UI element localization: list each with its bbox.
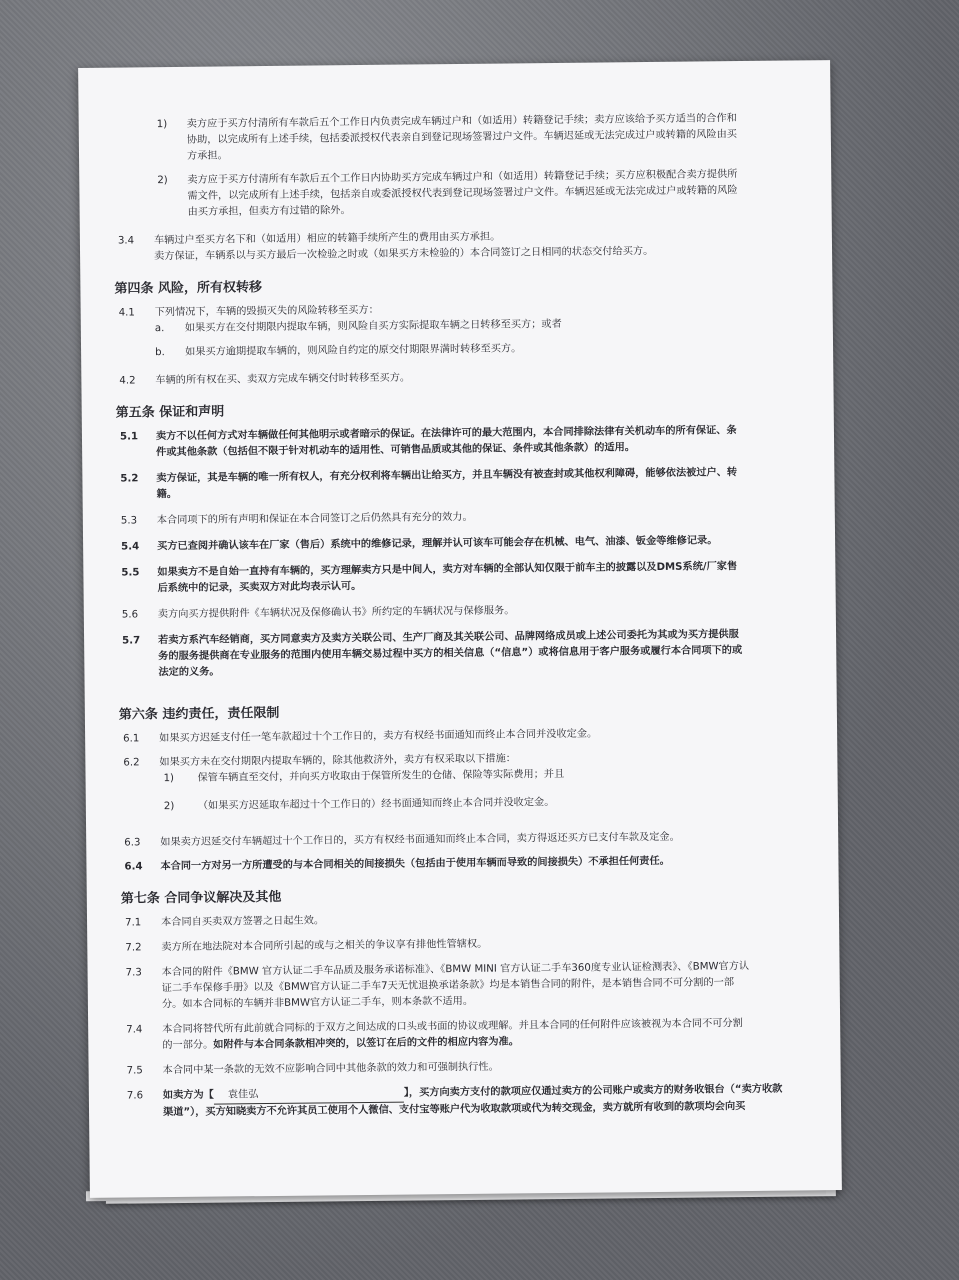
clause-text-line: 卖方不以任何方式对车辆做任何其他明示或者暗示的保证。在法律许可的最大范围内，本合同排除法律有关机动车的所有保证、条 [155, 425, 737, 443]
clause-7-3 [122, 958, 822, 1013]
clause-number: 5.1 [119, 431, 139, 443]
contract-page [78, 60, 842, 1198]
clause-text: 下列情况下，车辆的毁损灭失的风险转移至买方： [154, 304, 379, 319]
clause-text-line: 若卖方系汽车经销商，买方同意卖方及卖方关联公司、生产厂商及其关联公司、品牌网络成员或上述公司委托为其或为买方提供服 [158, 629, 739, 647]
clause-text: 本合同一方对另一方所遭受的与本合同相关的间接损失（包括由于使用车辆而导致的间接损失）不承担任何责任。 [160, 855, 670, 873]
clause-number: 6.1 [123, 733, 140, 745]
clause-text-line: 卖方保证，车辆系以与买方最后一次检验之时或（如果买方未检验的）本合同签订之日相同的状态交付给买方。 [154, 245, 654, 263]
clause-number: 6.2 [123, 757, 140, 769]
clause-number: 5.4 [121, 541, 140, 553]
clause-number: 5.6 [121, 609, 139, 621]
clause-number: 7.6 [126, 1090, 144, 1102]
sub-item-text: （如果买方迟延取车超过十个工作日的）经书面通知而终止本合同并没收定金。 [197, 797, 555, 812]
clause-text-segment: 本合同将替代所有此前就合同标的于双方之间达成的口头或书面的协议或理解。并且本合同的任何附件应该被视为本合同不可分割 [162, 1018, 743, 1036]
section-5-heading: 第五条 保证和声明 [115, 404, 225, 421]
item-number: 2) [157, 175, 168, 187]
item-1 [113, 110, 813, 165]
clause-text-line: 件或其他条款（包括但不限于针对机动车的适用性、可销售品质或其他的保证、条件或其他条款）的适用。 [156, 442, 635, 459]
clause-number: 7.2 [125, 942, 142, 954]
sub-item-number: 2) [163, 801, 175, 813]
item-text-line: 方承担。 [186, 150, 228, 162]
clause-text-line: 籍。 [156, 488, 178, 501]
clause-text-line: 卖方保证，其是车辆的唯一所有权人，有充分权利将车辆出让给买方，并且车辆没有被查封或其他权利障碍，能够依法被过户、转 [156, 467, 738, 485]
clause-text-segment: 分。如本合同标的车辆并非BMW官方认证二手车，则本条款不适用。 [161, 995, 474, 1011]
clause-text-line: 车辆过户至买方名下和（如适用）相应的转籍手续所产生的费用由买方承担。 [153, 231, 501, 247]
clause-number: 6.3 [124, 837, 141, 849]
section-7-heading: 第七条 合同争议解决及其他 [120, 889, 282, 907]
clause-text-segment: 本合同中某一条款的无效不应影响合同中其他条款的效力和可强制执行性。 [162, 1061, 499, 1077]
clause-text-line: 后系统中的记录，买卖双方对此均表示认可。 [157, 581, 362, 595]
clause-text-line: 如果卖方不是自始一直持有车辆的，买方理解卖方只是中间人，卖方对车辆的全部认知仅限于前车主的披露以及DMS系统/厂家售 [157, 561, 738, 579]
section-6-heading: 第六条 违约责任，责任限制 [118, 705, 280, 723]
clause-text-line: 买方已查阅并确认该车在厂家（售后）系统中的维修记录，理解并认可该车可能会存在机械、电气、油漆、钣金等维修记录。 [157, 535, 718, 553]
clause-text-segment: 本合同的附件《BMW 官方认证二手车品质及服务承诺标准》、《BMW MINI 官方认证二手车360度专业认证检测表》、《BMW官方认 [161, 960, 750, 979]
clause-number: 5.3 [120, 515, 138, 527]
clause-text-line: 卖方向买方提供附件《车辆状况及保修确认书》所约定的车辆状况与保修服务。 [157, 605, 515, 621]
clause-text-line: 本合同项下的所有声明和保证在本合同签订之后仍然具有充分的效力。 [156, 511, 473, 527]
clause-5-7 [118, 626, 818, 681]
clause-number: 6.4 [124, 861, 143, 873]
clause-number: 7.3 [125, 967, 142, 979]
seller-name-field[interactable]: 袁佳弘 [214, 1086, 404, 1105]
sub-item-text: 如果买方在交付期限内提取车辆，则风险自买方实际提取车辆之日转移至买方；或者 [184, 318, 562, 334]
item-text-line: 由买方承担，但卖方有过错的除外。 [187, 205, 351, 218]
clause-text-line: 务的服务提供商在专业服务的范围内使用车辆交易过程中买方的相关信息（“信息”）或将信息用于客户服务或履行本合同项下的或 [158, 645, 743, 663]
clause-7-6 [123, 1081, 823, 1121]
clause-text-segment: 证二手车保修手册》以及《BMW官方认证二手车7天无忧退换承诺条款》均是本销售合同的附件，是本销售合同不可分割的一部 [161, 977, 735, 995]
seller-bracket-open: 如卖方为【 [162, 1089, 214, 1102]
contract-content [113, 110, 823, 1121]
item-text-line: 卖方应于买方付清所有车款后五个工作日内协助买方完成车辆过户和（如适用）转籍登记手续；买方应积极配合卖方提供所 [187, 169, 738, 186]
sub-item-number: 1) [163, 773, 175, 785]
item-text-line: 协助，以完成所有上述手续，包括委派授权代表亲自到登记现场签署过户文件。车辆迟延或无法完成过户或转籍的风险由买 [186, 129, 738, 146]
clause-3-4 [114, 226, 814, 265]
clause-7-6-text: 】，买方向卖方支付的款项应仅通过卖方的公司账户或卖方的财务收银台（“卖方收款 [403, 1083, 783, 1099]
section-4-heading: 第四条 风险，所有权转移 [114, 280, 263, 297]
clause-number: 4.1 [118, 307, 135, 319]
sub-item-text: 保管车辆直至交付，并向买方收取由于保管所发生的仓储、保险等实际费用；并且 [197, 768, 565, 784]
item-text-line: 卖方应于买方付清所有车款后五个工作日内负责完成车辆过户和（如适用）转籍登记手续；卖方应该给予买方适当的合作和 [186, 113, 737, 130]
item-text-line: 需文件，以完成所有上述手续，包括亲自或委派授权代表到登记现场签署过户文件。车辆迟延或无法完成过户或转籍的风险 [187, 185, 738, 202]
clause-number: 5.7 [122, 635, 141, 647]
clause-text-segment: 如附件与本合同条款相冲突的，以签订在后的文件的相应内容为准。 [213, 1036, 519, 1051]
clause-text-line: 渠道”），买方知晓卖方不允许其员工使用个人微信、支付宝等账户代为收取款项或代为转交现金，卖方就所有收到的款项均会向买 [162, 1101, 746, 1119]
clause-text-segment: 卖方所在地法院对本合同所引起的或与之相关的争议享有排他性管辖权。 [161, 938, 488, 954]
clause-number: 5.2 [120, 473, 139, 485]
clause-number: 4.2 [119, 375, 136, 387]
item-number: 1) [156, 119, 168, 131]
clause-text: 车辆的所有权在买、卖双方完成车辆交付时转移至买方。 [155, 372, 411, 387]
clause-text-segment: 的一部分。 [162, 1039, 214, 1052]
section-7-clauses [121, 908, 823, 1088]
clause-text: 如果买方迟延支付任一笔车款超过十个工作日的，卖方有权经书面通知而终止本合同并没收定金。 [159, 728, 598, 745]
clause-number: 7.1 [125, 917, 142, 929]
sub-item-text: 如果买方逾期提取车辆的，则风险自约定的原交付期限界满时转移至买方。 [185, 343, 522, 358]
clause-text-segment: 本合同自买卖双方签署之日起生效。 [161, 915, 325, 929]
clause-number: 7.5 [126, 1065, 143, 1077]
item-2 [113, 166, 813, 221]
clause-number: 5.5 [121, 567, 140, 579]
sub-item-letter: a. [154, 323, 165, 335]
section-5-clauses [116, 422, 819, 691]
clause-text: 如果卖方迟延交付车辆超过十个工作日的，买方有权经书面通知而终止本合同，卖方得返还买方已支付车款及定金。 [160, 831, 680, 849]
clause-text: 如果买方未在交付期限内提取车辆的，除其他救济外，卖方有权采取以下措施： [159, 753, 516, 769]
sub-item-letter: b. [155, 347, 165, 359]
clause-text-line: 法定的义务。 [158, 666, 220, 679]
clause-number: 7.4 [126, 1024, 143, 1036]
clause-number: 3.4 [117, 235, 135, 247]
